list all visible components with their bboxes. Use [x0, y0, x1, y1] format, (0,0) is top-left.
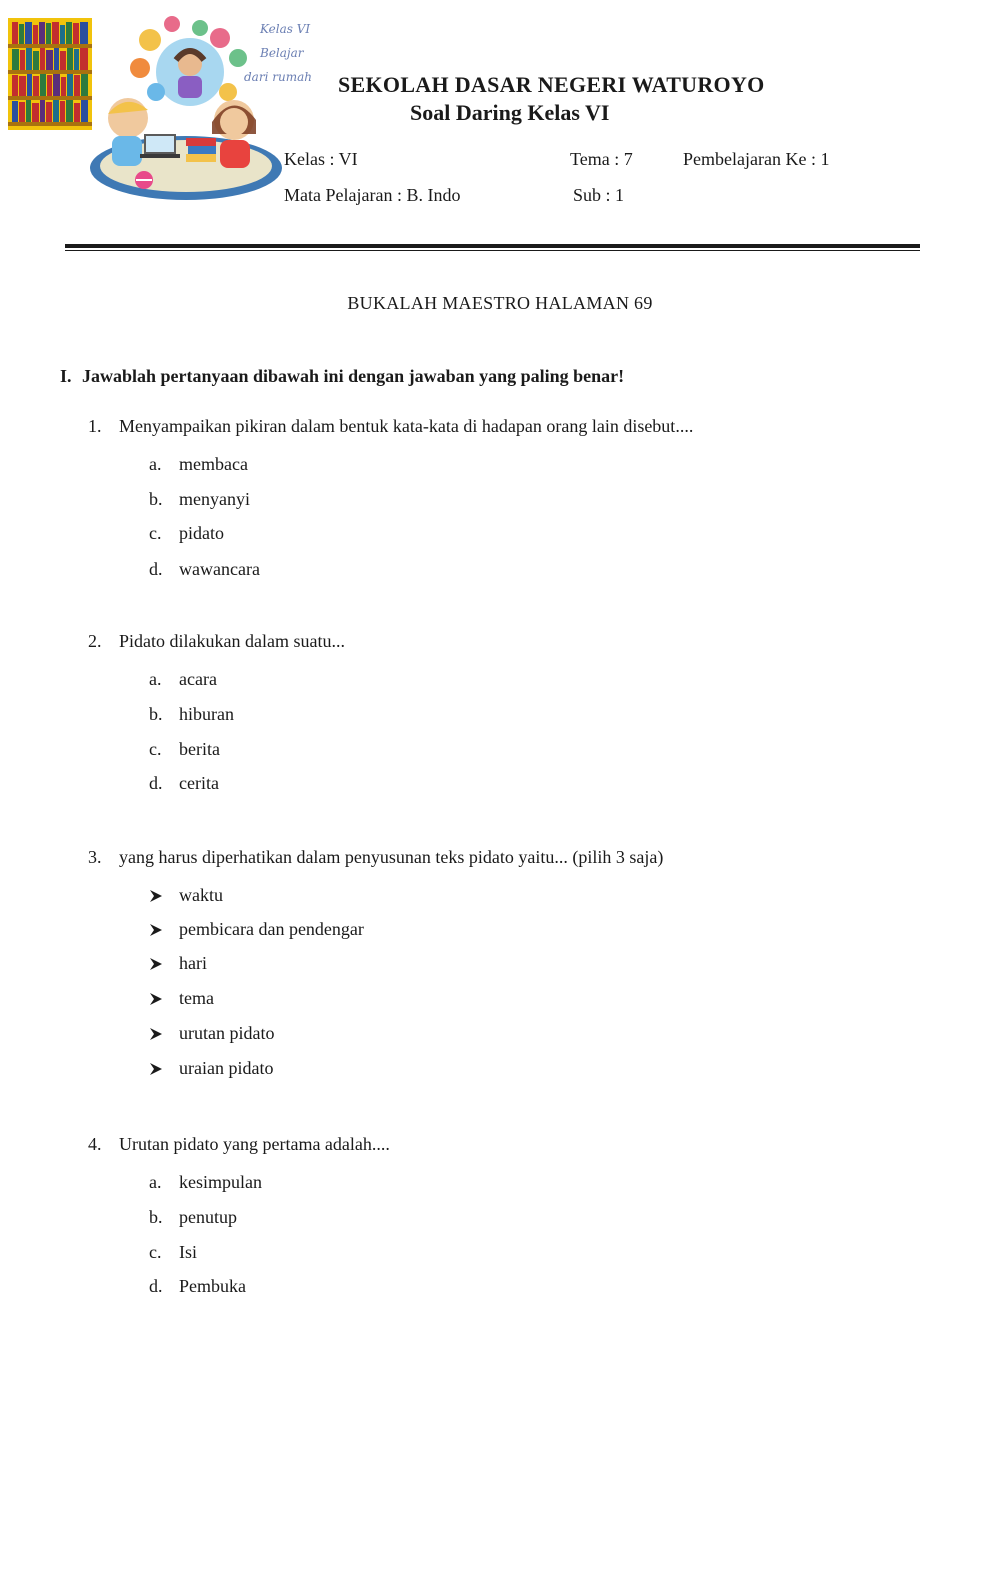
option-text: menyanyi: [179, 489, 250, 509]
option-text: hari: [179, 953, 207, 973]
option-2d[interactable]: [149, 773, 549, 797]
option-text: uraian pidato: [179, 1058, 274, 1078]
option-letter: b.: [149, 704, 163, 724]
question-text: yang harus diperhatikan dalam penyusunan teks pidato yaitu... (pilih 3 saja): [119, 847, 664, 867]
logo-text-dari-rumah: dari rumah: [244, 70, 312, 84]
option-text: cerita: [179, 773, 219, 793]
option-4b[interactable]: [149, 1207, 549, 1231]
school-name: SEKOLAH DASAR NEGERI WATUROYO: [338, 72, 765, 97]
option-text: pembicara dan pendengar: [179, 919, 364, 939]
option-text: membaca: [179, 454, 248, 474]
section-heading: [60, 366, 624, 387]
option-letter: c.: [149, 739, 162, 759]
option-letter: c.: [149, 1242, 162, 1262]
option-4a[interactable]: [149, 1172, 549, 1196]
option-text: berita: [179, 739, 220, 759]
option-3-tema[interactable]: [149, 988, 549, 1012]
option-text: waktu: [179, 885, 223, 905]
arrow-bullet-icon: [149, 1027, 163, 1041]
question-number: 4.: [88, 1134, 102, 1154]
option-letter: b.: [149, 489, 163, 509]
option-text: urutan pidato: [179, 1023, 275, 1043]
option-letter: a.: [149, 669, 162, 689]
option-1d[interactable]: [149, 559, 549, 583]
question-number: 2.: [88, 631, 102, 651]
instruction-title: BUKALAH MAESTRO HALAMAN 69: [347, 293, 653, 313]
arrow-bullet-icon: [149, 923, 163, 937]
kids-learning-illustration: [8, 10, 338, 205]
question-text: Urutan pidato yang pertama adalah....: [119, 1134, 390, 1154]
option-letter: d.: [149, 1276, 163, 1296]
option-4d[interactable]: [149, 1276, 549, 1300]
header-divider-thick: [65, 244, 920, 248]
arrow-bullet-icon: [149, 957, 163, 971]
option-letter: d.: [149, 559, 163, 579]
option-letter: c.: [149, 523, 162, 543]
class-label: Kelas : VI: [284, 149, 358, 169]
subtheme-label: Sub : 1: [573, 185, 625, 205]
arrow-bullet-icon: [149, 992, 163, 1006]
question-1: [88, 416, 888, 440]
option-text: penutup: [179, 1207, 237, 1227]
subject-label: Mata Pelajaran : B. Indo: [284, 185, 461, 205]
question-text: Menyampaikan pikiran dalam bentuk kata-kata di hadapan orang lain disebut....: [119, 416, 694, 436]
theme-label: Tema : 7: [570, 149, 633, 169]
arrow-bullet-icon: [149, 1062, 163, 1076]
option-2c[interactable]: [149, 739, 549, 763]
question-4: [88, 1134, 888, 1158]
page-subtitle: Soal Daring Kelas VI: [410, 100, 610, 125]
option-2b[interactable]: [149, 704, 549, 728]
option-3-urutan[interactable]: [149, 1023, 549, 1047]
option-text: Pembuka: [179, 1276, 246, 1296]
option-1a[interactable]: [149, 454, 549, 478]
lesson-label: Pembelajaran Ke : 1: [683, 149, 830, 169]
header-illustration: [8, 10, 338, 205]
question-number: 1.: [88, 416, 102, 436]
question-3: [88, 847, 888, 871]
option-1c[interactable]: [149, 523, 549, 547]
section-text: Jawablah pertanyaan dibawah ini dengan jawaban yang paling benar!: [82, 366, 625, 386]
option-text: pidato: [179, 523, 224, 543]
header-divider-thin: [65, 250, 920, 251]
option-letter: b.: [149, 1207, 163, 1227]
option-text: Isi: [179, 1242, 197, 1262]
option-text: wawancara: [179, 559, 260, 579]
logo-text-belajar: Belajar: [260, 46, 304, 60]
arrow-bullet-icon: [149, 889, 163, 903]
question-text: Pidato dilakukan dalam suatu...: [119, 631, 345, 651]
option-letter: d.: [149, 773, 163, 793]
option-4c[interactable]: [149, 1242, 549, 1266]
option-3-waktu[interactable]: [149, 885, 549, 909]
option-2a[interactable]: [149, 669, 549, 693]
option-text: hiburan: [179, 704, 234, 724]
option-3-hari[interactable]: [149, 953, 549, 977]
option-letter: a.: [149, 454, 162, 474]
option-text: acara: [179, 669, 217, 689]
option-3-pembicara[interactable]: [149, 919, 549, 943]
question-2: [88, 631, 888, 655]
option-text: kesimpulan: [179, 1172, 262, 1192]
section-number: I.: [60, 366, 72, 386]
question-number: 3.: [88, 847, 102, 867]
option-letter: a.: [149, 1172, 162, 1192]
option-3-uraian[interactable]: [149, 1058, 549, 1082]
option-text: tema: [179, 988, 214, 1008]
option-1b[interactable]: [149, 489, 549, 513]
logo-text-kelas: Kelas VI: [260, 22, 311, 36]
